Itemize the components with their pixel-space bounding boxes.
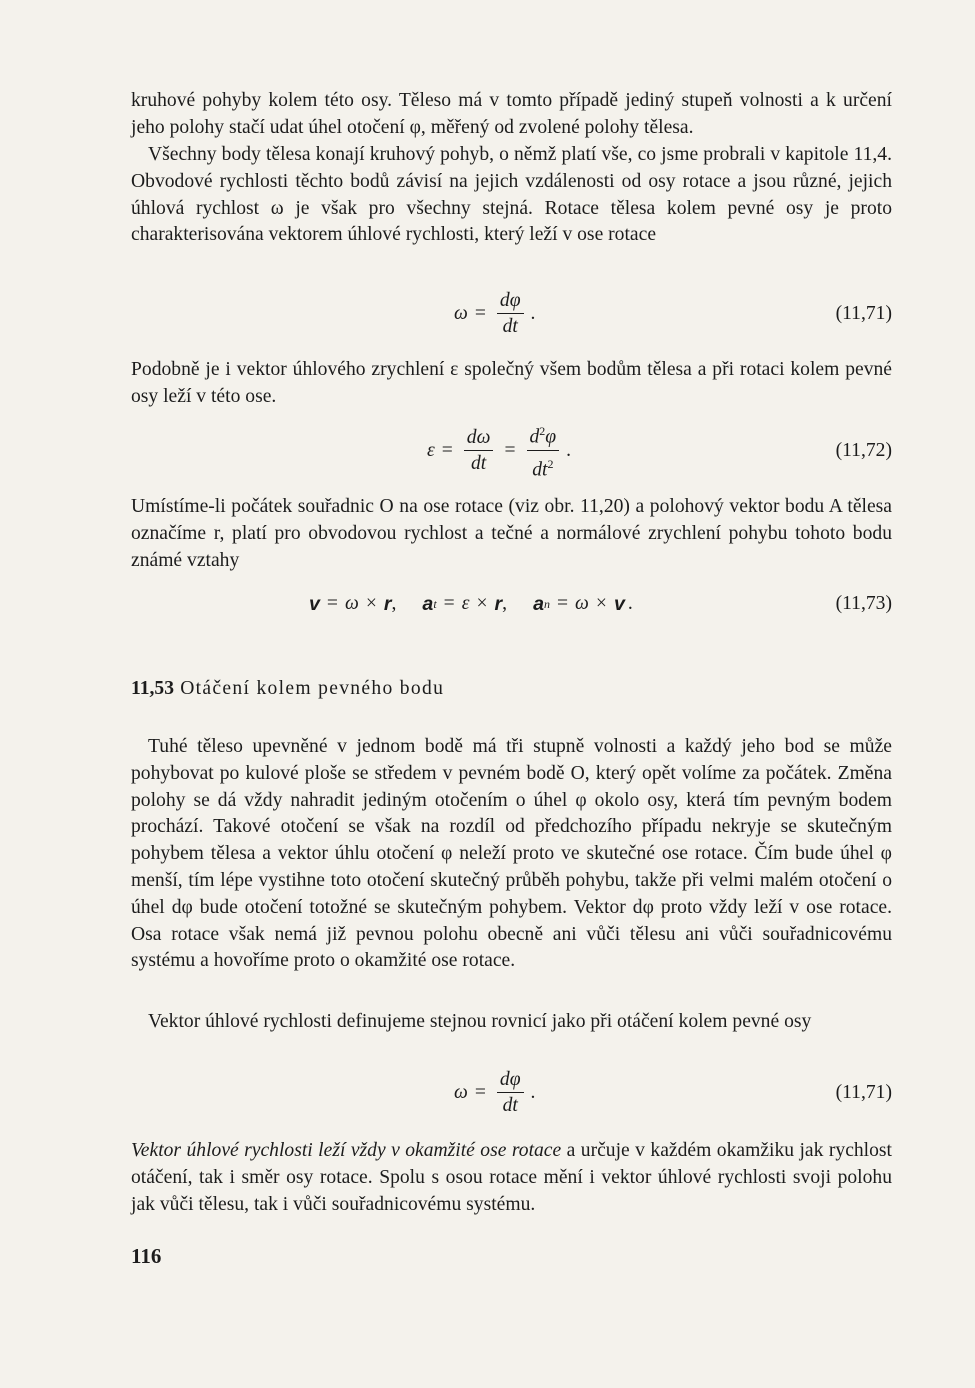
paragraph-intro: kruhové pohyby kolem této osy. Těleso má v tomto případě jediný stupeň volnosti a k určení jeho polohy stačí udat úhel otočení φ, měřený od zvolené polohy tělesa. xyxy=(131,90,892,138)
cross-operator: × xyxy=(595,593,607,614)
a-symbol: a xyxy=(422,592,434,615)
eq-equals: = xyxy=(556,593,569,614)
paragraph-angular-acceleration: Podobně je i vektor úhlového zrychlení ε společný všem bodům tělesa a při rotaci kolem pevné osy leží v této ose. xyxy=(131,359,892,407)
eq-equals: = xyxy=(474,303,486,324)
subscript-n: n xyxy=(543,596,550,611)
eq-equals: = xyxy=(441,440,453,461)
fraction-denominator xyxy=(532,451,553,482)
eq-lhs: ω xyxy=(454,1082,468,1103)
equation-label: (11,71) xyxy=(835,303,892,324)
fraction-numerator: dφ xyxy=(497,290,524,314)
v-symbol: v xyxy=(309,592,320,615)
equation-label: (11,73) xyxy=(835,593,892,614)
omega-symbol: ω xyxy=(575,593,589,614)
comma: , xyxy=(391,593,397,614)
exponent: 2 xyxy=(539,424,546,439)
eq-lhs: ω xyxy=(454,303,468,324)
eq-period: . xyxy=(566,440,572,461)
equation-11-72 xyxy=(131,421,892,481)
paragraph-fixed-point: Tuhé těleso upevněné v jednom bodě má tři stupně volnosti a každý jeho bod se může pohybovat po kulové ploše se středem v pevném bodě O, který opět volíme za počátek. Změna polohy se dá vždy nahradit jediným otočením o úhel φ okolo osy, která tím pevným bodem prochází. Takové otočení se však na rozdíl od předchozího případu nekryje se skutečným pohybem tělesa a vektor úhlu otočení φ neleží proto ve skutečné ose rotace. Čím bude úhel φ menší, tím lépe vystihne toto otočení skutečný průběh pohybu, takže při velmi malém otočení o úhel dφ bude otočení totožné se skutečným pohybem. Vektor dφ proto vždy leží v ose rotace. Osa rotace však nemá již pevnou polohu obecně ani vůči tělesu ani vůči souřadnicovému systému a hovoříme proto o okamžité ose rotace. xyxy=(131,736,892,972)
fraction-numerator: dφ xyxy=(497,1069,524,1093)
eq-equals: = xyxy=(326,593,338,614)
eq-period: . xyxy=(530,303,536,324)
paragraph-position-vector: Umístíme-li počátek souřadnic O na ose rotace (viz obr. 11,20) a polohový vektor bodu A tělesa označíme r, platí pro obvodovou rychlost a tečné a normálové zrychlení pohybu tohoto bodu známé vztahy xyxy=(131,496,892,571)
page-number: 116 xyxy=(131,1244,162,1268)
eq-equals: = xyxy=(443,593,455,614)
equation-11-71-a xyxy=(131,284,892,344)
subscript-t: t xyxy=(433,596,437,611)
fraction-domega-dt xyxy=(464,427,494,475)
v-symbol: v xyxy=(613,592,625,615)
fraction-d2phi-dt2 xyxy=(527,420,560,481)
epsilon-symbol: ε xyxy=(461,593,470,614)
eq-equals: = xyxy=(504,440,516,461)
cross-operator: × xyxy=(365,593,377,614)
phi-symbol: φ xyxy=(545,427,557,448)
dt-symbol: dt xyxy=(532,459,548,481)
equation-11-71-b xyxy=(131,1063,892,1123)
cross-operator: × xyxy=(476,593,488,614)
paragraph-rest: a určuje v každém okamžiku jak rychlost otáčení, tak i směr osy rotace. Spolu s osou rotace mění i vektor úhlové rychlosti svoji polohu jak vůči tělesu, tak i vůči souřadnicovému systému. xyxy=(131,1140,892,1215)
a-symbol: a xyxy=(533,592,544,615)
eq-equals: = xyxy=(474,1082,486,1103)
equation-11-73 xyxy=(131,574,892,634)
fraction-numerator: dω xyxy=(464,427,494,451)
section-heading xyxy=(131,678,444,700)
paragraph-instantaneous-axis xyxy=(131,1138,892,1218)
comma: , xyxy=(502,593,508,614)
eq-period: . xyxy=(530,1082,536,1103)
eq-period: . xyxy=(627,593,633,614)
fraction-denominator: dt xyxy=(502,1095,518,1116)
fraction xyxy=(497,1069,524,1117)
fraction-denominator: dt xyxy=(502,316,518,337)
fraction xyxy=(497,290,524,338)
italic-statement: Vektor úhlové rychlosti leží vždy v okamžité ose rotace xyxy=(131,1140,562,1161)
omega-symbol: ω xyxy=(344,593,359,614)
r-symbol: r xyxy=(494,592,503,615)
equation-label: (11,72) xyxy=(835,440,892,461)
section-title: Otáčení kolem pevného bodu xyxy=(180,678,445,699)
section-number: 11,53 xyxy=(131,678,175,699)
fraction-numerator xyxy=(527,420,560,451)
fraction-denominator: dt xyxy=(470,453,487,474)
r-symbol: r xyxy=(383,592,392,615)
paragraph-angular-velocity-definition: Vektor úhlové rychlosti definujeme stejnou rovnicí jako při otáčení kolem pevné osy xyxy=(148,1011,812,1032)
d-symbol: d xyxy=(529,427,540,448)
paragraph-rotation-fixed-axis: Všechny body tělesa konají kruhový pohyb, o němž platí vše, co jsme probrali v kapitole 11,4. Obvodové rychlosti těchto bodů závisí na jejich vzdálenosti od osy rotace a jsou různé, jejich úhlová rychlost ω je však pro všechny stejná. Rotace tělesa kolem pevné osy je proto charakterisována vektorem úhlové rychlosti, který leží v ose rotace xyxy=(131,144,892,246)
eq-lhs: ε xyxy=(427,440,435,461)
exponent: 2 xyxy=(547,457,554,471)
equation-label: (11,71) xyxy=(835,1082,892,1103)
